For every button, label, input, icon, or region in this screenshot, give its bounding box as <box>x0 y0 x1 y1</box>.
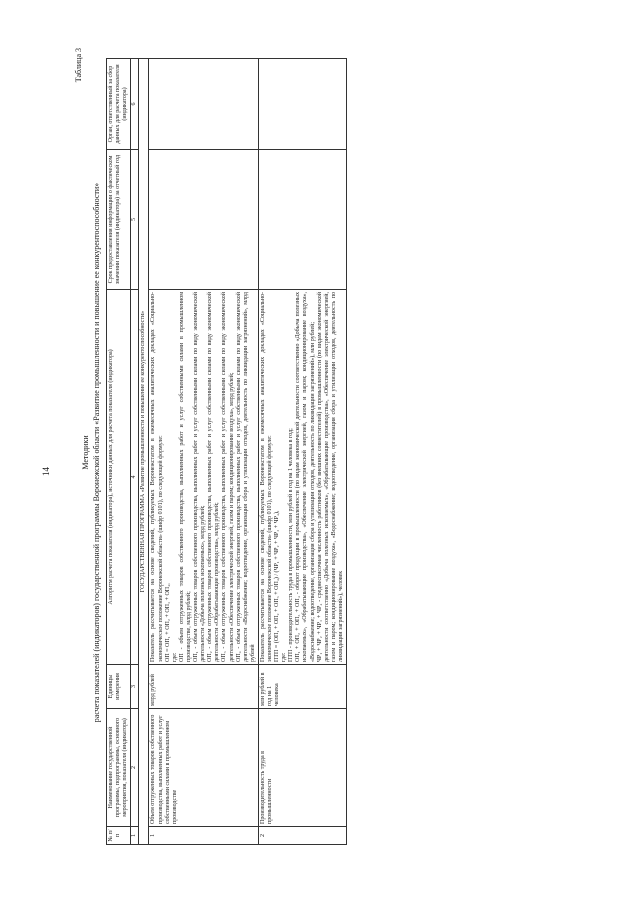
row-num: 2 <box>258 827 346 845</box>
algorithm-line: ОП₁ - объем отгруженных товаров собственного производства, выполненных работ и услуг собственными силами по виду экономической деятельности «Добыча полезных ископаемых», млрд рублей; <box>193 292 207 662</box>
row-organ <box>149 59 258 150</box>
header-organ: Орган, ответственный за сбор данных для расчета показателя (индикатора) <box>107 59 131 150</box>
column-number: 3 <box>131 665 139 709</box>
algorithm-line: ОП₂ - объем отгруженных товаров собственного производства, выполненных работ и услуг собственными силами по виду экономической деятельности «Обрабатывающие производства», млрд рублей; <box>207 292 221 662</box>
row-term <box>258 150 346 290</box>
algorithm-line: Показатель рассчитывается на основе сведений, публикуемых Воронежстатом в ежемесячных аналитических докладах «Социально-экономическое положение Воронежской области» (шифр 0101), по следующей формуле: <box>259 292 273 662</box>
page-number: 14 <box>41 467 51 476</box>
column-number: 1 <box>131 827 139 845</box>
row-algorithm <box>149 290 258 665</box>
algorithm-line: где: <box>171 652 178 662</box>
section-title: ГОСУДАРСТВЕННАЯ ПРОГРАММА «Развитие промышленности и повышение ее конкурентоспособности» <box>139 59 149 845</box>
row-unit: млрд рублей <box>149 665 258 709</box>
row-name: Объем отгруженных товаров собственного производства, выполненных работ и услуг собственными силами в промышленном производстве <box>149 709 258 827</box>
algorithm-line: ОП₄ - объем отгруженных товаров собственного производства, выполненных работ и услуг собственными силами по виду экономической деятельности «Водоснабжение; водоотведение, организация сбора и утилизации отходов, деятельность по ликвидации загрязнений», млрд рублей <box>235 292 256 662</box>
column-number: 5 <box>131 150 139 290</box>
header-algorithm: Алгоритм расчета показателя (индикатора), источники данных для расчета показателя (индикатора) <box>107 290 131 665</box>
row-name: Производительность труда в промышленности <box>258 709 346 827</box>
formula: ПТП = (ОП₁ + ОП₂ + ОП₃ + ОП₄) / (ЧР₁ + ЧР₂ + ЧР₃ + ЧР₄), <box>274 510 281 662</box>
algorithm-line: ОП₃ - объем отгруженных товаров собственного производства, выполненных работ и услуг собственными силами по виду экономической деятельности «Обеспечение электрической энергией, газом и паром; кондиционирование воздуха», млрд рублей; <box>221 292 235 662</box>
section-row <box>139 59 149 845</box>
formula: ОП = ОП₁ + ОП₂ + ОП₃ + ОП₄, <box>164 583 171 662</box>
header-term: Срок предоставления информации о фактическом значении показателя (индикатора) за отчетный год <box>107 150 131 290</box>
row-algorithm <box>258 290 346 665</box>
algorithm-line: ЧР₁ + ЧР₂ + ЧР₃ + ЧР₄ - среднесписочная численность работников (без внешних совместителей) в промышленности (по видам экономической деятельности соответственно «Добыча полезных ископаемых», «Обрабатывающие производства», «Обеспечение электрической энергией, газом и паром; кондиционирование воздуха», «Водоснабжение; водоотведение, организация сбора и утилизации отходов, деятельность по ликвидации загрязнений»), человек <box>316 292 344 662</box>
column-number: 2 <box>131 709 139 827</box>
algorithm-line: ПТП - производительность труда в промышленности, млн рублей в год на 1 человека в год; <box>288 428 295 662</box>
heading-subtitle: расчета показателей (индикаторов) государственной программы Воронежской области «Развитие промышленности и повышение ее конкурентоспособности» <box>92 182 101 723</box>
header-unit: Единицы измерения <box>107 665 131 709</box>
row-term <box>149 150 258 290</box>
row-organ <box>258 59 346 150</box>
table-row <box>149 59 258 845</box>
algorithm-line: где: <box>281 652 288 662</box>
header-name: Наименование государственной программы, подпрограммы, основного мероприятия, показателя (индикатора) <box>107 709 131 827</box>
header-num: № п/п <box>107 827 131 845</box>
column-number: 4 <box>131 290 139 665</box>
table-row <box>258 59 346 845</box>
algorithm-line: Показатель рассчитывается на основе сведений, публикуемых Воронежстатом в ежемесячных аналитических докладах «Социально-экономическое положение Воронежской области» (шифр 0101), по следующей формуле: <box>150 292 164 662</box>
row-num: 1 <box>149 827 258 845</box>
column-number: 6 <box>131 59 139 150</box>
table-header-row <box>107 59 131 845</box>
algorithm-line: ОП₁ + ОП₂ + ОП₃ + ОП₄ - оборот продукции в промышленности (по видам экономической деятельности соответственно «Добыча полезных ископаемых», «Обрабатывающие производства», «Обеспечение электрической энергией, газом и паром; кондиционирование воздуха», «Водоснабжение; водоотведение, организация сбора и утилизации отходов, деятельность по ликвидации загрязнений»), млн рублей; <box>295 292 316 662</box>
table-label: Таблица 3 <box>74 48 83 83</box>
column-number-row <box>131 59 139 845</box>
indicators-table <box>106 58 347 845</box>
heading-title: Методики <box>81 435 90 470</box>
algorithm-line: ОП - объем отгруженных товаров собственного производства, выполненных работ и услуг собственными силами в промышленном производстве, млрд рублей; <box>178 292 192 662</box>
row-unit: млн рублей в год на 1 человека <box>258 665 346 709</box>
